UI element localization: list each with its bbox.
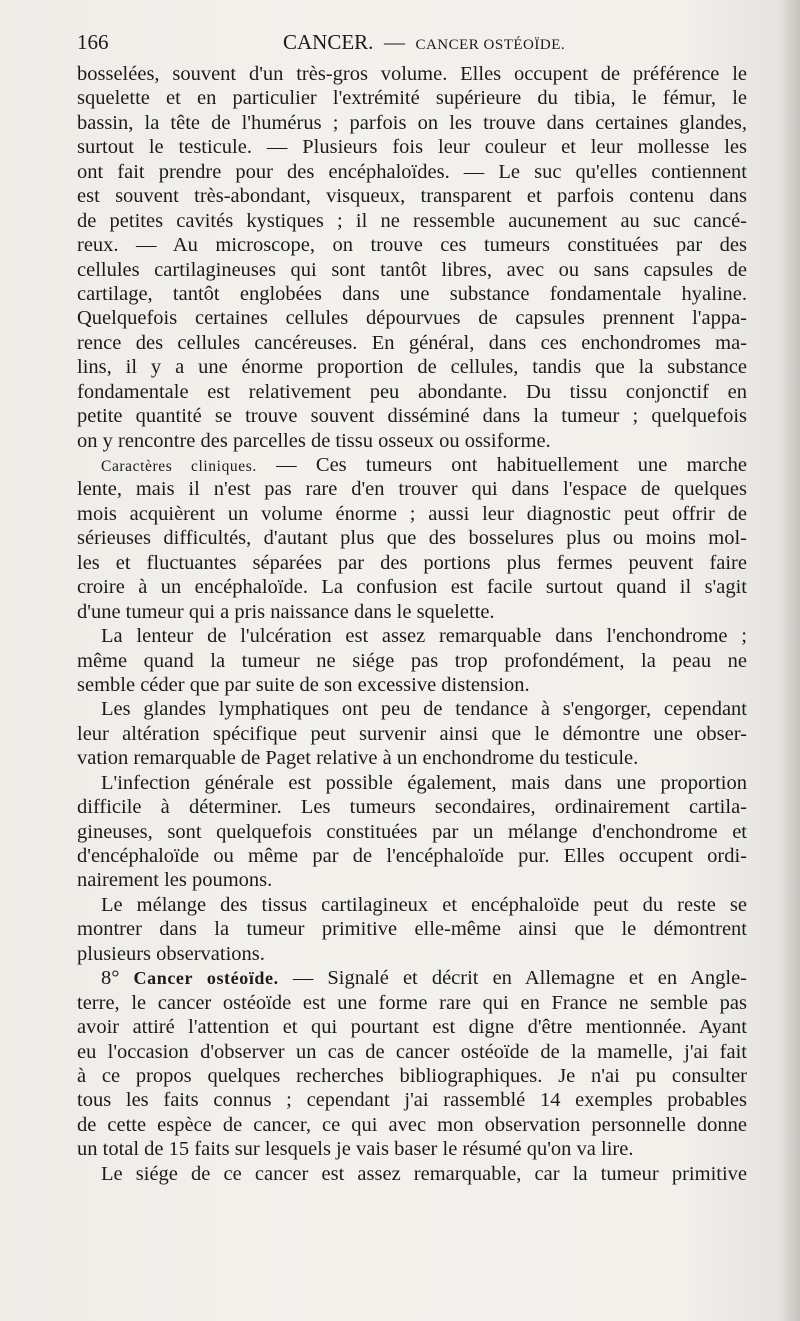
section-label: Caractères cliniques.: [101, 458, 257, 475]
text-line: plusieurs observations.: [77, 942, 265, 965]
text-line: montrer dans la tumeur primitive elle-même ainsi que le démontrent: [77, 918, 747, 941]
text-line: un total de 15 faits sur lesquels je vais baser le résumé qu'on va lire.: [77, 1138, 634, 1161]
text-line: surtout le testicule. — Plusieurs fois leur couleur et leur mollesse les: [77, 136, 747, 159]
page-number: 166: [77, 30, 109, 54]
text-line: squelette et en particulier l'extrémité supérieure du tibia, le fémur, le: [77, 87, 747, 110]
text-line: à ce propos quelques recherches bibliographiques. Je n'ai pu consulter: [77, 1064, 747, 1087]
text-line: tous les faits connus ; cependant j'ai rassemblé 14 exemples probables: [77, 1089, 747, 1112]
text-run: — Ces tumeurs ont habituellement une marche: [256, 454, 747, 476]
text-line: eu l'occasion d'observer un cas de cancer ostéoïde de la mamelle, j'ai fait: [77, 1040, 747, 1063]
section-cancer-osteoide: [77, 966, 747, 990]
text-line: les et fluctuantes séparées par des portions plus fermes peuvent faire: [77, 551, 747, 574]
text-line: nairement les poumons.: [77, 869, 273, 892]
text-line: L'infection générale est possible également, mais dans une proportion: [101, 771, 747, 794]
text-line: reux. — Au microscope, on trouve ces tumeurs constituées par des: [77, 234, 747, 257]
text-line: petite quantité se trouve souvent disséminé dans la tumeur ; quelquefois: [77, 405, 747, 428]
text-line: croire à un encéphaloïde. La confusion est facile surtout quand il s'agit: [77, 576, 747, 599]
running-title: [283, 30, 565, 55]
text-line: même quand la tumeur ne siége pas trop profondément, la peau ne: [77, 649, 747, 672]
section-number: 8°: [101, 967, 134, 990]
running-header: [77, 30, 747, 60]
body-text: [77, 62, 747, 1186]
text-line: lins, il y a une énorme proportion de cellules, tandis que la substance: [77, 356, 747, 379]
text-line: La lenteur de l'ulcération est assez remarquable dans l'enchondrome ;: [101, 625, 747, 648]
running-title-separator: —: [383, 30, 405, 54]
text-line: difficile à déterminer. Les tumeurs secondaires, ordinairement cartila-: [77, 796, 747, 819]
text-line: on y rencontre des parcelles de tissu osseux ou ossiforme.: [77, 429, 551, 452]
text-line: gineuses, sont quelquefois constituées par un mélange d'enchondrome et: [77, 820, 747, 843]
running-title-main: CANCER.: [283, 30, 374, 54]
text-line: est souvent très-abondant, visqueux, transparent et parfois contenu dans: [77, 185, 747, 208]
text-line: bassin, la tête de l'humérus ; parfois on les trouve dans certaines glandes,: [77, 111, 747, 134]
text-line: bosselées, souvent d'un très-gros volume. Elles occupent de préférence le: [77, 63, 747, 85]
text-line: vation remarquable de Paget relative à un enchondrome du testicule.: [77, 747, 639, 770]
text-line: de petites cavités kystiques ; il ne ressemble aucunement au suc cancé-: [77, 209, 747, 232]
text-line: ont fait prendre pour des encéphaloïdes. — Le suc qu'elles contiennent: [77, 160, 747, 183]
text-line: avoir attiré l'attention et qui pourtant est digne d'être mentionnée. Ayant: [77, 1016, 747, 1039]
text-line: semble céder que par suite de son excessive distension.: [77, 673, 530, 696]
text-line: leur altération spécifique peut survenir ainsi que le démontre une obser-: [77, 722, 747, 745]
text-line: terre, le cancer ostéoïde est une forme rare qui en France ne semble pas: [77, 991, 747, 1014]
section-caracteres-cliniques: [77, 453, 747, 477]
text-line: Le siége de ce cancer est assez remarquable, car la tumeur primitive: [101, 1162, 747, 1185]
text-line: d'une tumeur qui a pris naissance dans le squelette.: [77, 600, 495, 623]
text-line: cartilage, tantôt englobées dans une substance fondamentale hyaline.: [77, 282, 747, 305]
text-line: Les glandes lymphatiques ont peu de tendance à s'engorger, cependant: [101, 698, 747, 721]
text-line: mois acquièrent un volume énorme ; aussi leur diagnostic peut offrir de: [77, 502, 747, 525]
text-run: — Signalé et décrit en Allemagne et en Angle-: [278, 967, 747, 990]
text-line: d'encéphaloïde ou même par de l'encéphaloïde pur. Elles occupent ordi-: [77, 845, 747, 867]
text-line: cellules cartilagineuses qui sont tantôt libres, avec ou sans capsules de: [77, 258, 747, 281]
page-edge-shadow: [780, 0, 800, 1321]
text-line: Quelquefois certaines cellules dépourvues de capsules prennent l'appa-: [77, 307, 747, 330]
text-line: sérieuses difficultés, d'autant plus que des bosselures plus ou moins mol-: [77, 527, 747, 550]
text-line: rence des cellules cancéreuses. En général, dans ces enchondromes ma-: [77, 331, 747, 354]
text-line: lente, mais il n'est pas rare d'en trouver qui dans l'espace de quelques: [77, 478, 747, 501]
text-line: fondamentale est relativement peu abondante. Du tissu conjonctif en: [77, 380, 747, 403]
running-title-section: CANCER OSTÉOÏDE.: [415, 37, 566, 53]
text-line: de cette espèce de cancer, ce qui avec mon observation personnelle donne: [77, 1113, 747, 1136]
text-line: Le mélange des tissus cartilagineux et encéphaloïde peut du reste se: [101, 893, 747, 916]
section-heading: Cancer ostéoïde.: [133, 968, 279, 989]
